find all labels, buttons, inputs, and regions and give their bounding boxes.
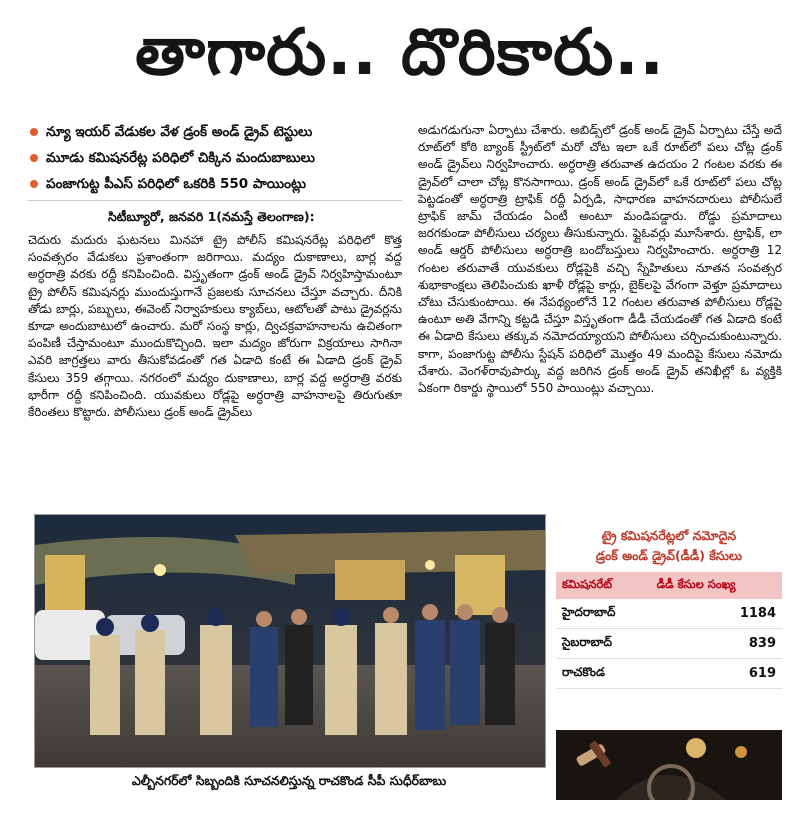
table-row [556,599,782,629]
subhead-text: పంజాగుట్ట పీఎస్ పరిధిలో ఒకరికి 550 పాయింట్లు [46,176,307,192]
subhead [28,174,402,194]
sidebar-title-line1: ట్రై కమిషనరేట్లలో నమోదైన [601,528,737,543]
case-count: 1184 [651,599,782,629]
photo-caption: ఎల్బీనగర్‌లో సిబ్బందికి సూచనలిస్తున్న రాచకొండ సీపీ సుధీర్‌బాబు [34,768,544,794]
left-column [28,122,402,421]
car-interior-image [556,730,782,800]
right-column [418,122,782,397]
subhead-text: న్యూ ఇయర్ వేడుకల వేళ డ్రంక్ అండ్ డ్రైవ్ టెస్టులు [46,124,313,140]
bullet-icon [30,154,38,162]
table-row [556,629,782,659]
commissionerate-name: రాచకొండ [556,659,651,689]
table-row [556,659,782,689]
left-body-text: చెదురు మదురు ఘటనలు మినహా ట్రై పోలీస్ కమిషనరేట్ల పరిధిలో కొత్త సంవత్సరం వేడుకలు ప్రశాంతంగా జరిగాయి. మద్యం దుకాణాలు, బార్ల వద్ద అర్ధరాత్రి వరకు రద్దీ కనిపించింది. విస్తృతంగా డ్రంక్ అండ్ డ్రైవ్ నిర్వహిస్తామంటూ ట్రై పోలీస్ కమిషనర్లు ముందుస్తుగానే ప్రజలకు సూచనలు చేస్తూ వచ్చారు. దీనికి తోడు బార్లు, పబ్బులు, ఈవెంట్ నిర్వాహకులు క్యాబ్‌లు, ఆటోలతో పాటు డ్రైవర్లను కూడా అందుబాటులో ఉంచారు. మరో సంస్థ కార్లు, ద్విచక్రవాహనాలను ఉచితంగా పంపిణీ చేస్తామంటూ ముందుకొచ్చింది. ఇలా మద్యం జోరుగా విక్రయాలు సాగినా ఎవరి జాగ్రత్తలు వారు తీసుకోవడంతో గత ఏడాది కంటే ఈ ఏడాది డ్రంక్ డ్రైవ్ కేసులు 359 తగ్గాయి. నగరంలో మద్యం దుకాణాలు, బార్ల వద్ద అర్ధరాత్రి వరకు భారీగా రద్దీ కనిపించింది. యువకులు రోడ్లపై అర్ధరాత్రి వాహనాలపై తిరుగుతూ కేరింతలు కొట్టారు. పోలీసులు డ్రంక్ అండ్ డ్రైవ్‌లు [28,233,402,420]
subhead [28,122,402,142]
commissionerate-name: హైదరాబాద్ [556,599,651,629]
stats-sidebar [556,520,782,798]
subheads [28,122,402,194]
commissionerate-name: సైబరాబాద్ [556,629,651,659]
case-count: 839 [651,629,782,659]
subhead [28,148,402,168]
subhead-text: మూడు కమిషనరేట్ల పరిధిలో చిక్కిన మందుబాబులు [46,150,315,166]
case-count: 619 [651,659,782,689]
sidebar-title [556,520,782,566]
table-header-row [556,572,782,599]
bullet-icon [30,180,38,188]
column-header: డీడీ కేసుల సంఖ్య [651,572,782,599]
column-header: కమిషనరేట్ [556,572,651,599]
drunk-driving-photo [556,730,782,800]
cases-table [556,572,782,689]
sidebar-title-line2: డ్రంక్ అండ్ డ్రైవ్(డీడీ) కేసులు [595,548,743,563]
dateline: సిటీబ్యూరో, జనవరి 1(నమస్తే తెలంగాణ): [108,209,315,224]
police-checkpoint-photo [35,515,545,767]
right-body-text: అడుగడుగునా ఏర్పాటు చేశారు. అబిడ్స్‌లో డ్రంక్ అండ్ డ్రైవ్ ఏర్పాటు చేస్తే అదే రూట్‌లో కోఠి బ్యాంక్ స్ట్రీట్‌లో మరో చోట ఇలా ఒకే రూట్‌లో పలు చోట్ల డ్రంక్ అండ్ డ్రైవ్‌లు నిర్వహించారు. అర్ధరాత్రి తరువాత ఉదయం 2 గంటల వరకు ఈ డ్రైవ్‌లో చాలా చోట్ల కొనసాగాయి. డ్రంక్ అండ్ డ్రైవ్‌లో ఒకే రూట్‌లో పలు చోట్ల పెట్టడంతో అర్ధరాత్రి ట్రాఫిక్ రద్దీ ఏర్పడి, సాధారణ వాహనదారులు పోలీసులే ట్రాఫిక్ జామ్ చేయడం ఏంటీ అంటూ మండిపడ్డారు. రోడ్డు ప్రమాదాలు జరగకుండా పోలీసులు చర్యలు తీసుకున్నారు. ఫ్లైఓవర్లు మూసేశారు. ట్రాఫిక్, లా అండ్ ఆర్డర్ పోలీసులు అర్ధరాత్రి బందోబస్తులు నిర్వహించారు. అర్ధరాత్రి 12 గంటల తరువాతే యువకులు రోడ్లపైకి వచ్చి స్నేహితులు నూతన సంవత్సర శుభాకాంక్షలు తెలిపించుకు ఖాళీ రోడ్లపై కార్లు, బైక్‌లపై వేగంగా వెళ్తూ ప్రమాదాలు చోటు చేసుకుంటాయి. ఈ నేపథ్యంలోనే 12 గంటల తరువాత పోలీసులు రోడ్లపై ఉంటూ అతి వేగాన్ని కట్టడి చేస్తూ విస్తృతంగా డీడీ చేయడంతో గత ఏడాది కంటే ఈ ఏడాది కేసులు తక్కువ నమోదయ్యాయని పోలీసులు చర్చించుకుంటున్నారు. కాగా, పంజాగుట్ట పోలీసు స్టేషన్ పరిధిలో మొత్తం 49 మందిపై కేసులు నమోదు చేశారు. వెంగళ్‌రావుపార్కు వద్ద జరిగిన డ్రంక్ అండ్ డ్రైవ్ తనిఖీల్లో ఓ వ్యక్తికి ఏకంగా రికార్డు స్థాయిలో 550 పాయింట్లు వచ్చాయి. [418,123,782,396]
news-photo [34,514,546,768]
headline: తాగారు.. దొరికారు.. [135,15,665,90]
bullet-icon [30,128,38,136]
divider [28,200,402,201]
